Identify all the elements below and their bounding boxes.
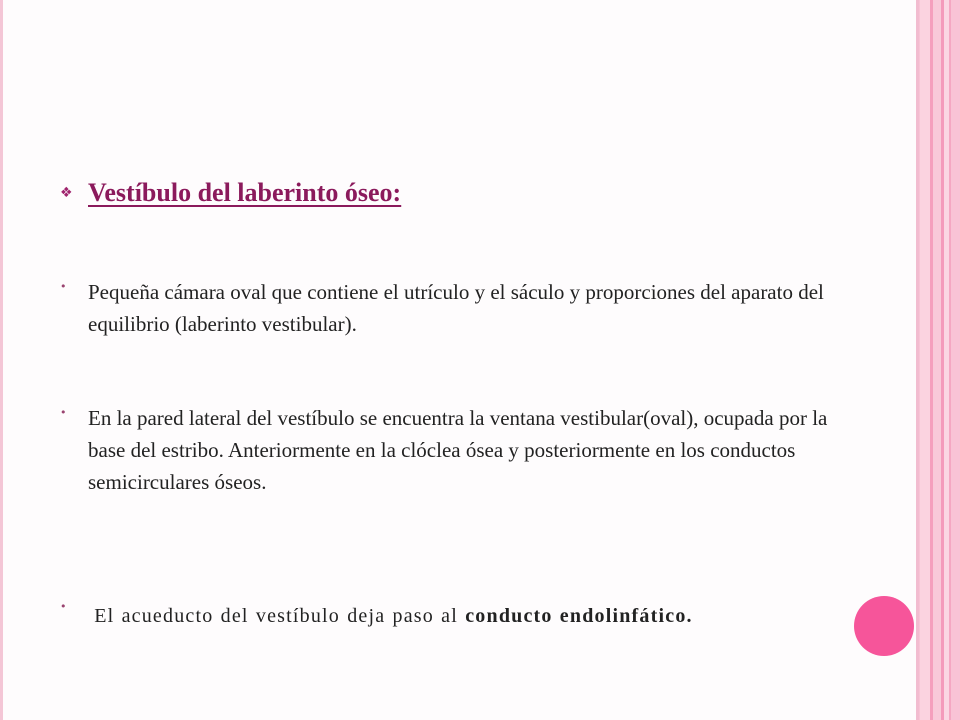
heading-row — [60, 178, 401, 208]
stripe — [920, 0, 930, 720]
bullet-text — [88, 596, 848, 636]
bullet-text: Pequeña cámara oval que contiene el utrículo y el sáculo y proporciones del aparato del equilibrio (laberinto vestibular). — [88, 280, 824, 336]
diamond-bullet-icon: ❖ — [60, 185, 73, 201]
slide-heading: Vestíbulo del laberinto óseo: — [88, 178, 402, 207]
bullet-item — [60, 276, 848, 340]
bullet-text-bold: conducto endolinfático. — [465, 605, 693, 627]
bullet-item — [60, 402, 848, 498]
decorative-pink-circle — [854, 596, 914, 656]
bullet-item — [60, 596, 848, 636]
bullet-text-plain: El acueducto del vestíbulo deja paso al — [88, 605, 466, 627]
bullet-dot-icon: • — [60, 280, 67, 293]
stripe — [933, 0, 941, 720]
bullet-dot-icon: • — [60, 406, 67, 419]
stripe — [951, 0, 960, 720]
bullet-text: En la pared lateral del vestíbulo se encuentra la ventana vestibular(oval), ocupada por la base del estribo. Anteriormente en la clóclea ósea y posteriormente en los conductos semicirculares óseos. — [88, 406, 828, 494]
bullet-dot-icon: • — [60, 600, 67, 613]
